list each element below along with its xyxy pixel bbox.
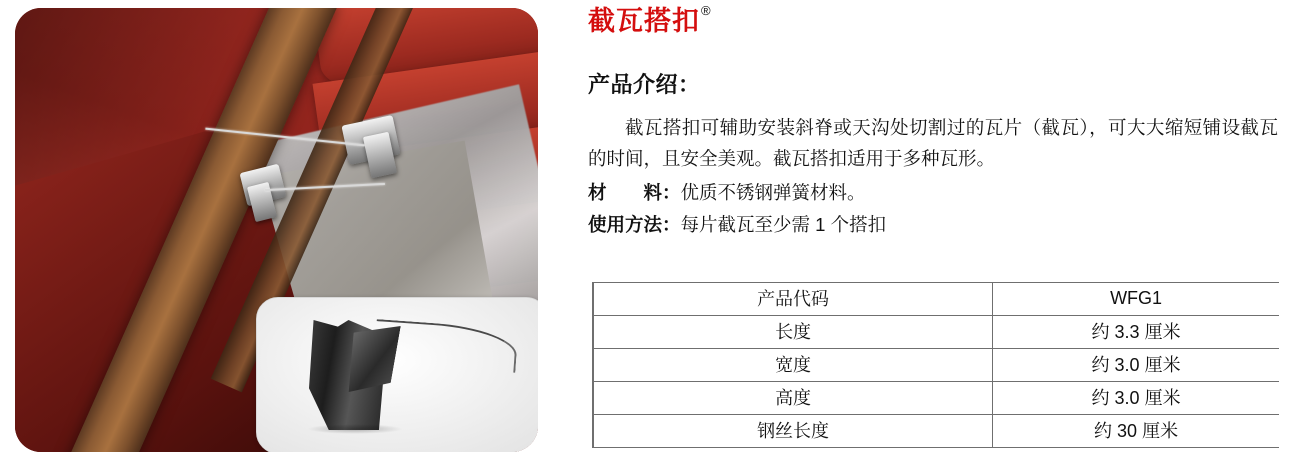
section-heading-intro: 产品介绍：	[588, 72, 701, 97]
spec-value: 约 3.0 厘米	[993, 382, 1279, 415]
intro-paragraph: 截瓦搭扣可辅助安装斜脊或天沟处切割过的瓦片（截瓦），可大大缩短铺设截瓦的时间，且安全美观。截瓦搭扣适用于多种瓦形。	[588, 117, 1278, 169]
usage-row	[588, 210, 886, 240]
material-label: 材 料：	[588, 182, 681, 203]
main-product-photo	[15, 8, 538, 452]
spec-name: 长度	[593, 316, 993, 349]
spec-name: 钢丝长度	[593, 415, 993, 448]
table-row	[593, 382, 1279, 415]
clip-shadow	[307, 424, 403, 434]
product-title-block	[588, 3, 711, 36]
material-row	[588, 178, 866, 208]
spec-value: 约 30 厘米	[993, 415, 1279, 448]
spec-value: 约 3.0 厘米	[993, 349, 1279, 382]
usage-label: 使用方法：	[588, 214, 681, 235]
table-row	[593, 415, 1279, 448]
inset-product-photo	[256, 297, 538, 452]
spec-name: 产品代码	[593, 283, 993, 316]
material-value: 优质不锈钢弹簧材料。	[680, 182, 866, 203]
specification-table-body	[593, 283, 1279, 448]
registered-trademark-icon: ®	[701, 3, 711, 18]
table-row	[593, 349, 1279, 382]
table-row	[593, 316, 1279, 349]
spec-value: WFG1	[993, 283, 1279, 316]
product-title: 截瓦搭扣	[588, 6, 700, 36]
spec-name: 高度	[593, 382, 993, 415]
table-row	[593, 283, 1279, 316]
product-info-column	[588, 0, 1288, 460]
spec-name: 宽度	[593, 349, 993, 382]
spec-value: 约 3.3 厘米	[993, 316, 1279, 349]
usage-value: 每片截瓦至少需 1 个搭扣	[680, 214, 887, 235]
specification-table	[592, 282, 1279, 448]
